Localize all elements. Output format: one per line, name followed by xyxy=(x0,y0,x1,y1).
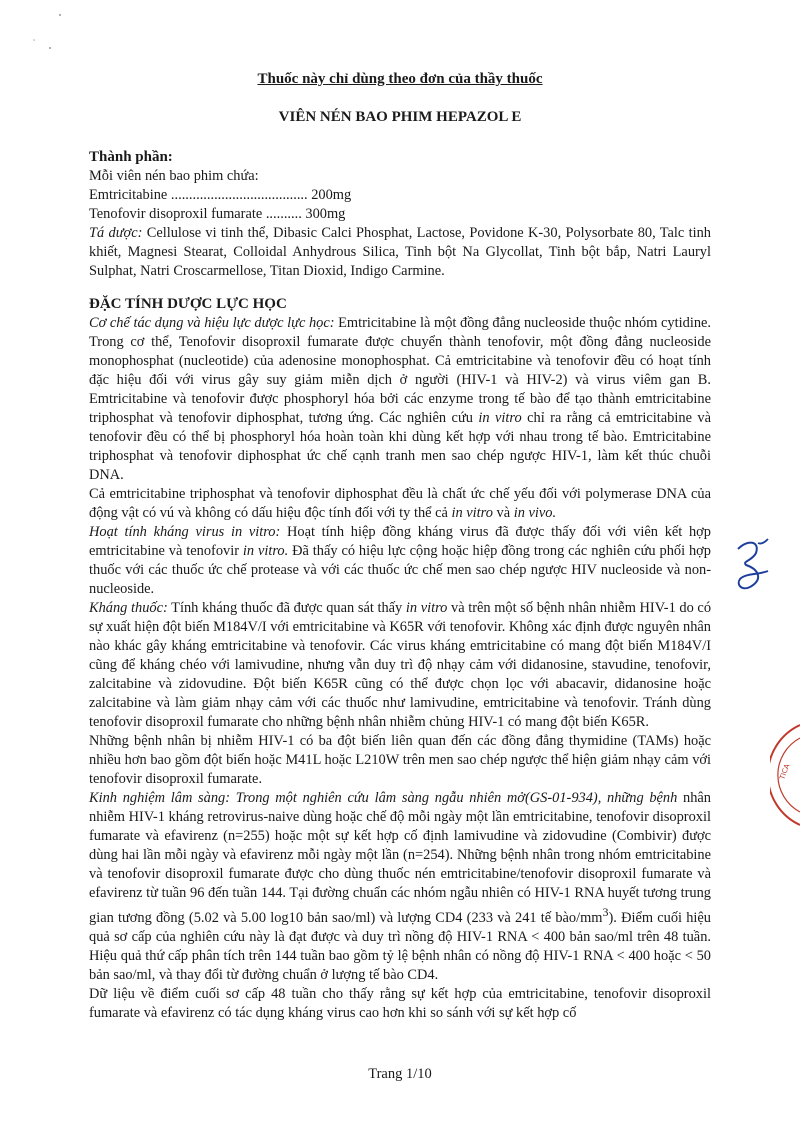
mechanism-text-3: Cả emtricitabine triphosphat và tenofovir diphosphat đều là chất ức chế yếu đối với polymerase DNA của động vật có vú và không có dấu hiệu độc tính đối với ty thể cả xyxy=(89,486,711,521)
excipients-label: Tá dược: xyxy=(89,225,143,241)
mechanism-text-2: chỉ ra rằng cả emtricitabine và tenofovir đều có thể bị phosphoryl hóa hoàn toàn khi dùng kết hợp với nhau trong tế bào. Emtricitabine triphosphat và tenofovir diphosphat ức chế cạnh tranh men sao chép ngược HIV-1, làm kết thúc chuỗi DNA. xyxy=(89,410,711,483)
pharmacodynamics-heading: ĐẶC TÍNH DƯỢC LỰC HỌC xyxy=(89,296,287,312)
svg-text:TICA: TICA xyxy=(778,762,792,781)
in-vitro-term: in vitro. xyxy=(242,543,289,559)
mechanism-label: Cơ chế tác dụng và hiệu lực dược lực học: xyxy=(89,315,335,331)
clinical-paragraph xyxy=(89,789,711,985)
antiviral-text-1: Hoạt tính hiệp đồng kháng virus đã được thấy đối với viên kết hợp emtricitabine và tenofovir xyxy=(89,524,711,559)
stamp-seal xyxy=(770,720,800,830)
data-paragraph: Dữ liệu về điểm cuối sơ cấp 48 tuần cho thấy rằng sự kết hợp của emtricitabine, tenofovir disoproxil fumarate và efavirenz có tác dụng kháng virus cao hơn khi so sánh với sự kết hợp cố xyxy=(89,985,711,1021)
mechanism-paragraph-2 xyxy=(89,485,711,523)
resistance-label: Kháng thuốc: xyxy=(89,600,168,616)
superscript-3: 3 xyxy=(602,905,609,919)
ingredient-tenofovir: Tenofovir disoproxil fumarate .......... 300mg xyxy=(89,206,346,222)
excipients-text: Cellulose vi tinh thể, Dibasic Calci Phosphat, Lactose, Povidone K-30, Polysorbate 80, Talc tinh khiết, Magnesi Stearat, Colloidal Anhydrous Silica, Tinh bột Na Glycollat, Tinh bột bắp, Natri Lauryl Sulphat, Natri Croscarmellose, Titan Dioxid, Indigo Carmine. xyxy=(89,225,712,279)
handwritten-initial-mark xyxy=(728,535,778,595)
clinical-text-1: nhân nhiễm HIV-1 kháng retrovirus-naive dùng hoặc chế độ mỗi ngày một lần emtricitabine, tenofovir disoproxil fumarate và efavirenz (n=255) hoặc một sự kết hợp cố định lamivudine và zidovudine (Combivir) được dùng hai lần mỗi ngày và efavirenz mỗi ngày một lần (n=254). Những bệnh nhân trong nhóm emtricitabine và tenofovir disoproxil fumarate được cho dùng thuốc nén emtricitabine/tenofovir disoproxil fumarate và efavirenz từ tuần 96 đến tuần 144. Tại đường chuẩn các nhóm ngẫu nhiên có HIV-1 RNA huyết tương trung gian tương đồng (5.02 và 5.00 log10 bản sao/ml) và lượng CD4 (233 và 241 tế bào/mm xyxy=(89,790,712,926)
excipients-paragraph xyxy=(89,224,711,281)
clinical-text-2: ). Điểm cuối hiệu quả sơ cấp của nghiên cứu này là đạt được và duy trì nồng độ HIV-1 RNA < 400 bản sao/ml trên 48 tuần. Hiệu quả thứ cấp phân tích trên 144 tuần bao gồm tỷ lệ bệnh nhân có nồng độ HIV-1 RNA < 400 hoặc < 50 bản sao/ml, và thay đổi từ đường chuẩn ở lượng tế bào CD4. xyxy=(89,909,711,983)
antiviral-label: Hoạt tính kháng virus in vitro: xyxy=(89,524,281,540)
ingredient-emtricitabine: Emtricitabine ...................................... 200mg xyxy=(89,187,352,203)
antiviral-text-2: Đã thấy có hiệu lực cộng hoặc hiệp đồng trong các nghiên cứu phối hợp thuốc với các thuốc ức chế protease và với các thuốc ức chế men sao chép ngược HIV nucleoside và non-nucleoside. xyxy=(89,543,711,597)
composition-intro: Mỗi viên nén bao phim chứa: xyxy=(89,168,259,184)
scan-specks xyxy=(20,10,80,60)
in-vitro-term: in vitro xyxy=(478,410,522,426)
resistance-text-2: và trên một số bệnh nhân nhiễm HIV-1 do có sự xuất hiện đột biến M184V/I với emtricitabine và K65R với tenofovir. Không xác định được nguyên nhân nào khác gây kháng emtricitabine và tenofovir. Các virus kháng emtricitabine có mang đột biến M184V/I cũng để kháng chéo với lamivudine, nhưng vẫn duy trì độ nhạy cảm với didanosine, stavudine, tenofovir, zalcitabine và zidovudine. Đột biến K65R cũng có thể được chọn lọc với abacavir, didanosine hoặc zalcitabine và làm giảm nhạy cảm với các thuốc như lamivudine, emtricitabine và tenofovir. Tránh dùng tenofovir disoproxil fumarate cho những bệnh nhân nhiễm chủng HIV-1 có mang đột biến K65R. xyxy=(89,600,712,730)
tams-paragraph: Những bệnh nhân bị nhiễm HIV-1 có ba đột biến liên quan đến các đồng đẳng thymidine (TAMs) hoặc nhiều hơn bao gồm đột biến hoặc M41L hoặc L210W trên men sao chép ngược thể hiện giảm nhạy cảm với tenofovir disoproxil fumarate. xyxy=(89,733,711,787)
mechanism-paragraph xyxy=(89,314,711,485)
clinical-label: Kinh nghiệm lâm sàng: xyxy=(89,790,231,806)
in-vitro-term: in vitro xyxy=(451,505,493,521)
prescription-notice: Thuốc này chỉ dùng theo đơn của thầy thuốc xyxy=(257,71,543,87)
resistance-text-1: Tính kháng thuốc đã được quan sát thấy xyxy=(167,600,406,616)
conjunction: và xyxy=(492,505,514,521)
composition-heading: Thành phần: xyxy=(89,149,173,165)
document-body xyxy=(89,148,711,1023)
mechanism-text-1: Emtricitabine là một đồng đẳng nucleoside thuộc nhóm cytidine. Trong cơ thể, Tenofovir disoproxil fumarate được chuyển thành tenofovir, một đồng đẳng nucleoside monophosphat (nucleotide) của adenosine monophosphat. Cả emtricitabine và tenofovir đều có hoạt tính đặc hiệu đối với virus gây suy giảm miễn dịch ở người (HIV-1 và HIV-2) và virus viêm gan B. Emtricitabine và tenofovir được phosphoryl hóa bởi các enzyme trong tế bào để tạo thành emtricitabine triphosphat và tenofovir diphosphat, tương ứng. Các nghiên cứu xyxy=(89,315,711,426)
in-vivo-term: in vivo. xyxy=(513,505,557,521)
clinical-italic-text: Trong một nghiên cứu lâm sàng ngẫu nhiên mở(GS-01-934), những bệnh xyxy=(230,790,678,806)
in-vitro-term: in vitro xyxy=(405,600,448,616)
resistance-paragraph xyxy=(89,599,711,732)
page-number: Trang 1/10 xyxy=(368,1066,432,1082)
antiviral-paragraph xyxy=(89,523,711,599)
document-title: VIÊN NÉN BAO PHIM HEPAZOL E xyxy=(278,109,522,125)
